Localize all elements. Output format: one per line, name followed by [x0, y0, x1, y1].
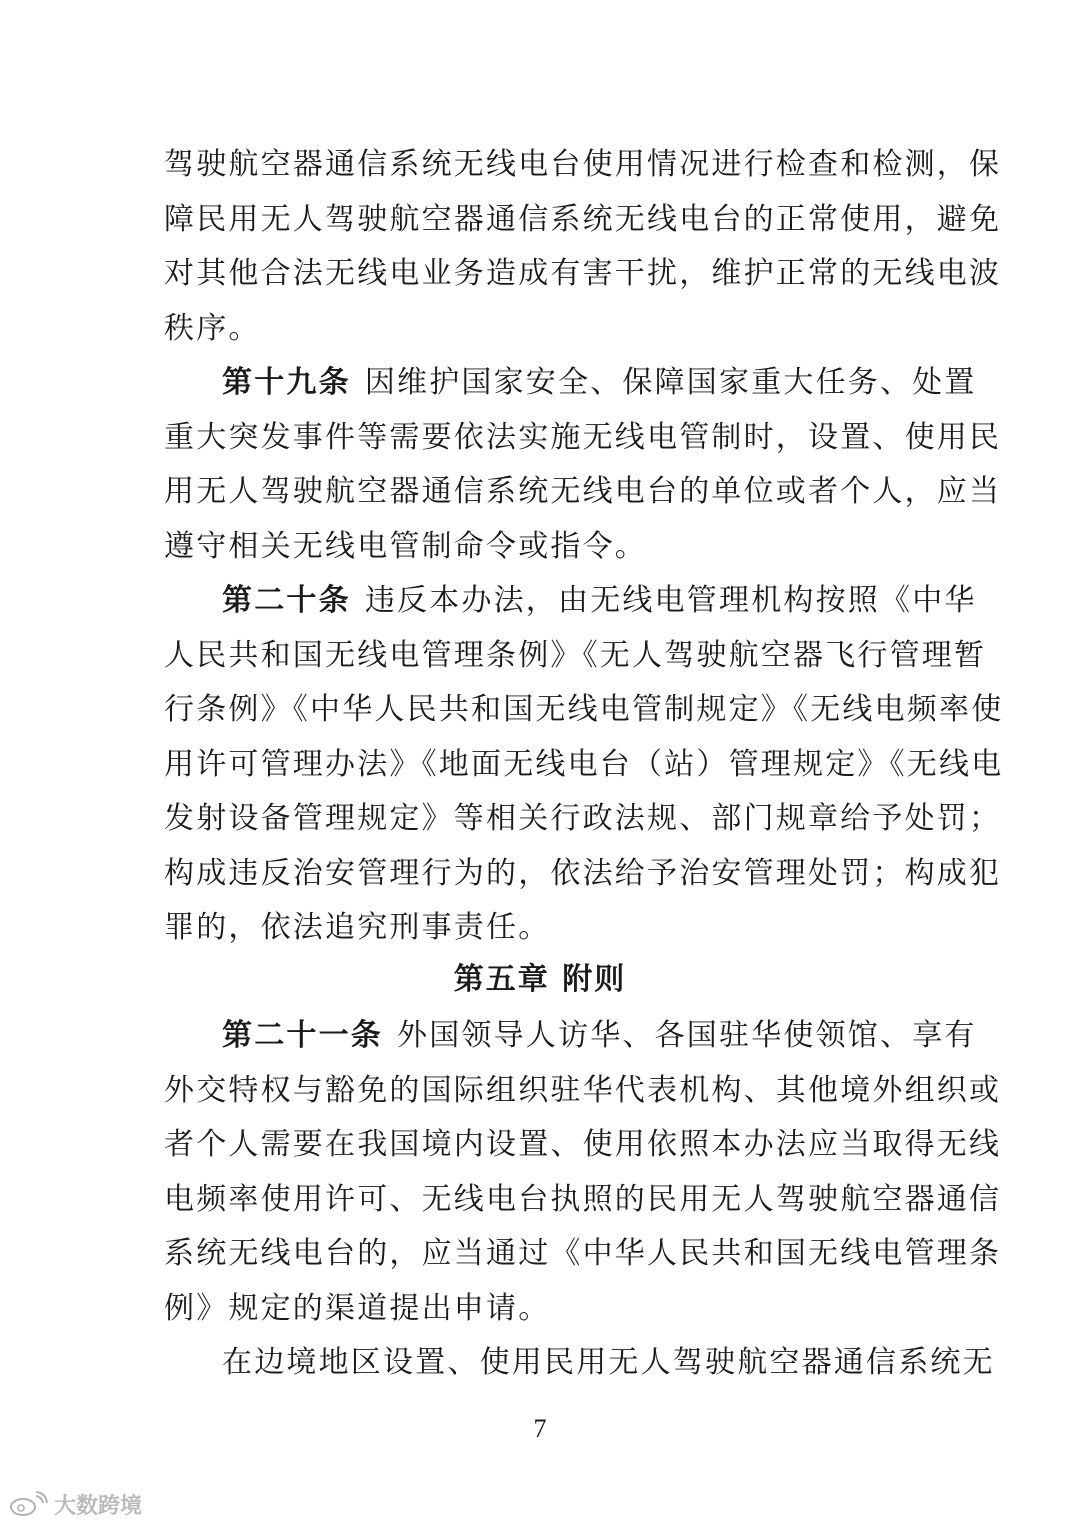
watermark [8, 1488, 142, 1520]
article-21 [164, 1009, 1002, 1336]
article-19-label: 第十九条 [222, 365, 351, 400]
weibo-logo-icon [8, 1490, 48, 1518]
text-line: 重大突发事件等需要依法实施无线电管制时，设置、使用民 [164, 419, 1002, 455]
text-line: 对其他合法无线电业务造成有害干扰，维护正常的无线电波 [164, 256, 1002, 291]
text-line: 罪的，依法追究刑事责任。 [164, 910, 551, 945]
text-line: 秩序。 [164, 310, 261, 346]
article-20 [164, 574, 1004, 956]
last-paragraph [164, 1336, 995, 1391]
article-19 [164, 356, 1002, 574]
article-20-label: 第二十条 [222, 583, 351, 618]
text-line: 系统无线电台的，应当通过《中华人民共和国无线电管理条 [164, 1236, 1002, 1271]
watermark-text: 大数跨境 [54, 1493, 143, 1519]
text-line: 人民共和国无线电管理条例》《无人驾驶航空器飞行管理暂 [164, 637, 987, 673]
text-line: 因维护国家安全、保障国家重大任务、处置 [364, 365, 977, 400]
text-line: 外交特权与豁免的国际组织驻华代表机构、其他境外组织或 [164, 1072, 1002, 1108]
text-line: 用许可管理办法》《地面无线电台（站）管理规定》《无线电 [164, 746, 1004, 782]
text-line: 发射设备管理规定》等相关行政法规、部门规章给予处罚； [164, 801, 1002, 836]
text-line: 电频率使用许可、无线电台执照的民用无人驾驶航空器通信 [164, 1181, 1002, 1217]
text-line: 构成违反治安管理行为的，依法给予治安管理处罚；构成犯 [164, 855, 1002, 891]
article-21-label: 第二十一条 [222, 1018, 383, 1053]
text-line: 者个人需要在我国境内设置、使用依照本办法应当取得无线 [164, 1127, 1002, 1162]
continuation-paragraph [164, 138, 1002, 356]
text-line: 用无人驾驶航空器通信系统无线电台的单位或者个人，应当 [164, 474, 1002, 509]
text-line: 在边境地区设置、使用民用无人驾驶航空器通信系统无 [222, 1345, 995, 1380]
text-line: 外国领导人访华、各国驻华使领馆、享有 [397, 1018, 977, 1053]
page-number: 7 [533, 1414, 547, 1443]
text-line: 违反本办法，由无线电管理机构按照《中华 [364, 583, 977, 618]
chapter-heading: 第五章 附则 [453, 962, 627, 997]
text-line: 驾驶航空器通信系统无线电台使用情况进行检查和检测，保 [164, 147, 1002, 182]
text-line: 例》规定的渠道提出申请。 [164, 1290, 551, 1326]
text-line: 行条例》《中华人民共和国无线电管制规定》《无线电频率使 [164, 692, 1004, 727]
text-line: 遵守相关无线电管制命令或指令。 [164, 528, 647, 564]
text-line: 障民用无人驾驶航空器通信系统无线电台的正常使用，避免 [164, 201, 1002, 237]
